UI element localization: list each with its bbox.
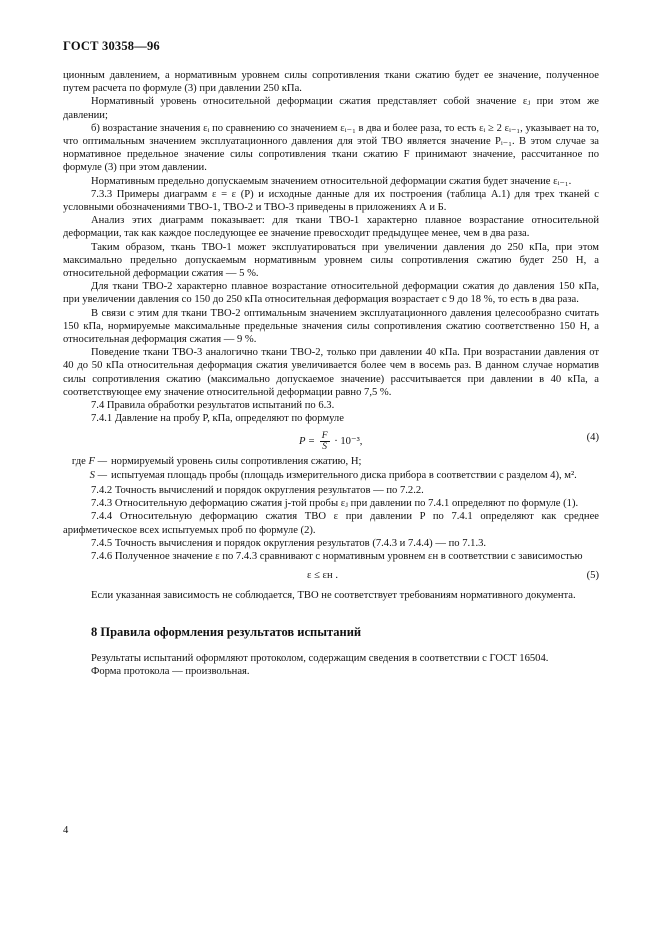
- formula-4-denominator: S: [322, 442, 328, 453]
- paragraph: 7.4.6 Полученное значение ε по 7.4.3 сравнивают с нормативным уровнем εн в соответствии с зависимостью: [91, 550, 583, 562]
- formula-4-expression: [299, 431, 362, 452]
- paragraph: Анализ этих диаграмм показывает: для ткани ТВО-1 характерно плавное возрастание относительной деформации, так как каждое последующее ее значение превосходит предыдущее менее, чем в два раза.: [63, 215, 599, 240]
- paragraph: 7.4.1 Давление на пробу P, кПа, определяют по формуле: [91, 413, 344, 425]
- formula-5-expression: ε ≤ εн .: [307, 570, 338, 582]
- legend-symbol: [63, 455, 111, 468]
- section-8-title: 8 Правила оформления результатов испытаний: [91, 625, 362, 640]
- formula-4-number: (4): [586, 432, 599, 444]
- paragraph: ционным давлением, а нормативным уровнем силы сопротивления ткани сжатию будет ее значение, полученное путем расчета по формуле (3) при давлении 250 кПа.: [63, 70, 599, 95]
- paragraph: Форма протокола — произвольная.: [91, 665, 250, 677]
- legend-symbol: [63, 469, 111, 482]
- legend-description: испытуемая площадь пробы (площадь измерительного диска прибора в соответствии с разделом 4), м².: [111, 469, 577, 481]
- document-body: [63, 69, 599, 678]
- paragraph: Поведение ткани ТВО-3 аналогично ткани ТВО-2, только при давлении 40 кПа. При возрастании давления от 40 до 50 кПа относительная деформация сжатия увеличивается более чем в восемь раз. В данном случае норматив силы сопротивления сжатию (максимально допускаемое значение) рассчитывается при давлении в 40 кПа, а соответствующее ему значение относительной деформации равно 7,5 %.: [63, 347, 599, 398]
- document-header: ГОСТ 30358—96: [63, 39, 160, 53]
- legend-symbol-s: S —: [89, 469, 107, 481]
- legend-row: [63, 455, 599, 468]
- paragraph: В связи с этим для ткани ТВО-2 оптимальным значением эксплуатационного давления целесообразно считать 150 кПа, нормируемые максимальные предельные значения силы сопротивления сжатию соответственно 150 Н, а относительная деформация сжатия — 9 %.: [63, 307, 599, 346]
- formula-4: [63, 429, 599, 453]
- paragraph: 7.4 Правила обработки результатов испытаний по 6.3.: [91, 400, 335, 412]
- paragraph: Если указанная зависимость не соблюдается, ТВО не соответствует требованиям нормативного документа.: [91, 590, 576, 602]
- paragraph: Результаты испытаний оформляют протоколом, содержащим сведения в соответствии с ГОСТ 16504.: [91, 652, 549, 664]
- paragraph: Нормативный уровень относительной деформации сжатия представляет собой значение εⱼ при этом же давлении;: [63, 96, 599, 121]
- paragraph: 7.4.2 Точность вычислений и порядок округления результатов — по 7.2.2.: [91, 484, 424, 496]
- formula-4-lhs: P =: [299, 436, 316, 448]
- paragraph: 7.3.3 Примеры диаграмм ε = ε (P) и исходные данные для их построения (таблица А.1) для трех тканей с условными обозначениями ТВО-1, ТВО-2 и ТВО-3 приведены в приложениях А и Б.: [63, 188, 599, 214]
- paragraph: Нормативным предельно допускаемым значением относительной деформации сжатия будет значение εᵢ₋₁.: [91, 175, 572, 187]
- legend-symbol-f: F —: [88, 456, 107, 468]
- formula-4-legend: [63, 455, 599, 481]
- paragraph: 7.4.3 Относительную деформацию сжатия j-той пробы εⱼ при давлении по 7.4.1 определяют по формуле (1).: [91, 498, 579, 510]
- formula-5: [63, 567, 599, 587]
- formula-5-number: (5): [586, 570, 599, 582]
- formula-4-rest: · 10⁻³,: [334, 436, 363, 448]
- paragraph: Для ткани ТВО-2 характерно плавное возрастание относительной деформации сжатия до давления 150 кПа, при увеличении давления со 150 до 250 кПа относительная деформация возрастает с 9 до 18 %, то есть в два раза.: [63, 281, 599, 306]
- paragraph: 7.4.4 Относительную деформацию сжатия ТВО ε при давлении P по 7.4.1 определяют как среднее арифметическое всех испытуемых проб по формуле (2).: [63, 511, 599, 536]
- paragraph: 7.4.5 Точность вычисления и порядок округления результатов (7.4.3 и 7.4.4) — по 7.1.3.: [91, 537, 487, 549]
- paragraph: Таким образом, ткань ТВО-1 может эксплуатироваться при увеличении давления до 250 кПа, при этом максимально предельно допускаемым нормативным уровнем силы сопротивления сжатию будет 250 Н, а относительной деформации сжатия — 5 %.: [63, 241, 599, 280]
- formula-4-numerator: F: [321, 431, 328, 442]
- legend-row: [63, 469, 599, 482]
- formula-4-fraction: [320, 431, 330, 452]
- legend-description: нормируемый уровень силы сопротивления сжатию, Н;: [111, 456, 362, 468]
- page-number: 4: [63, 825, 69, 836]
- legend-lead: где: [71, 456, 86, 468]
- paragraph: б) возрастание значения εᵢ по сравнению со значением εᵢ₋₁ в два и более раза, то есть εᵢ ≥ 2 εᵢ₋₁, указывает на то, что оптимальным значением эксплуатационного давления для этой ТВО является значение Pᵢ₋₁. В этом случае за нормативное предельное значение силы сопротивления ткани сжатию F принимают значение, рассчитанное по формуле (3) при этом давлении.: [63, 122, 599, 174]
